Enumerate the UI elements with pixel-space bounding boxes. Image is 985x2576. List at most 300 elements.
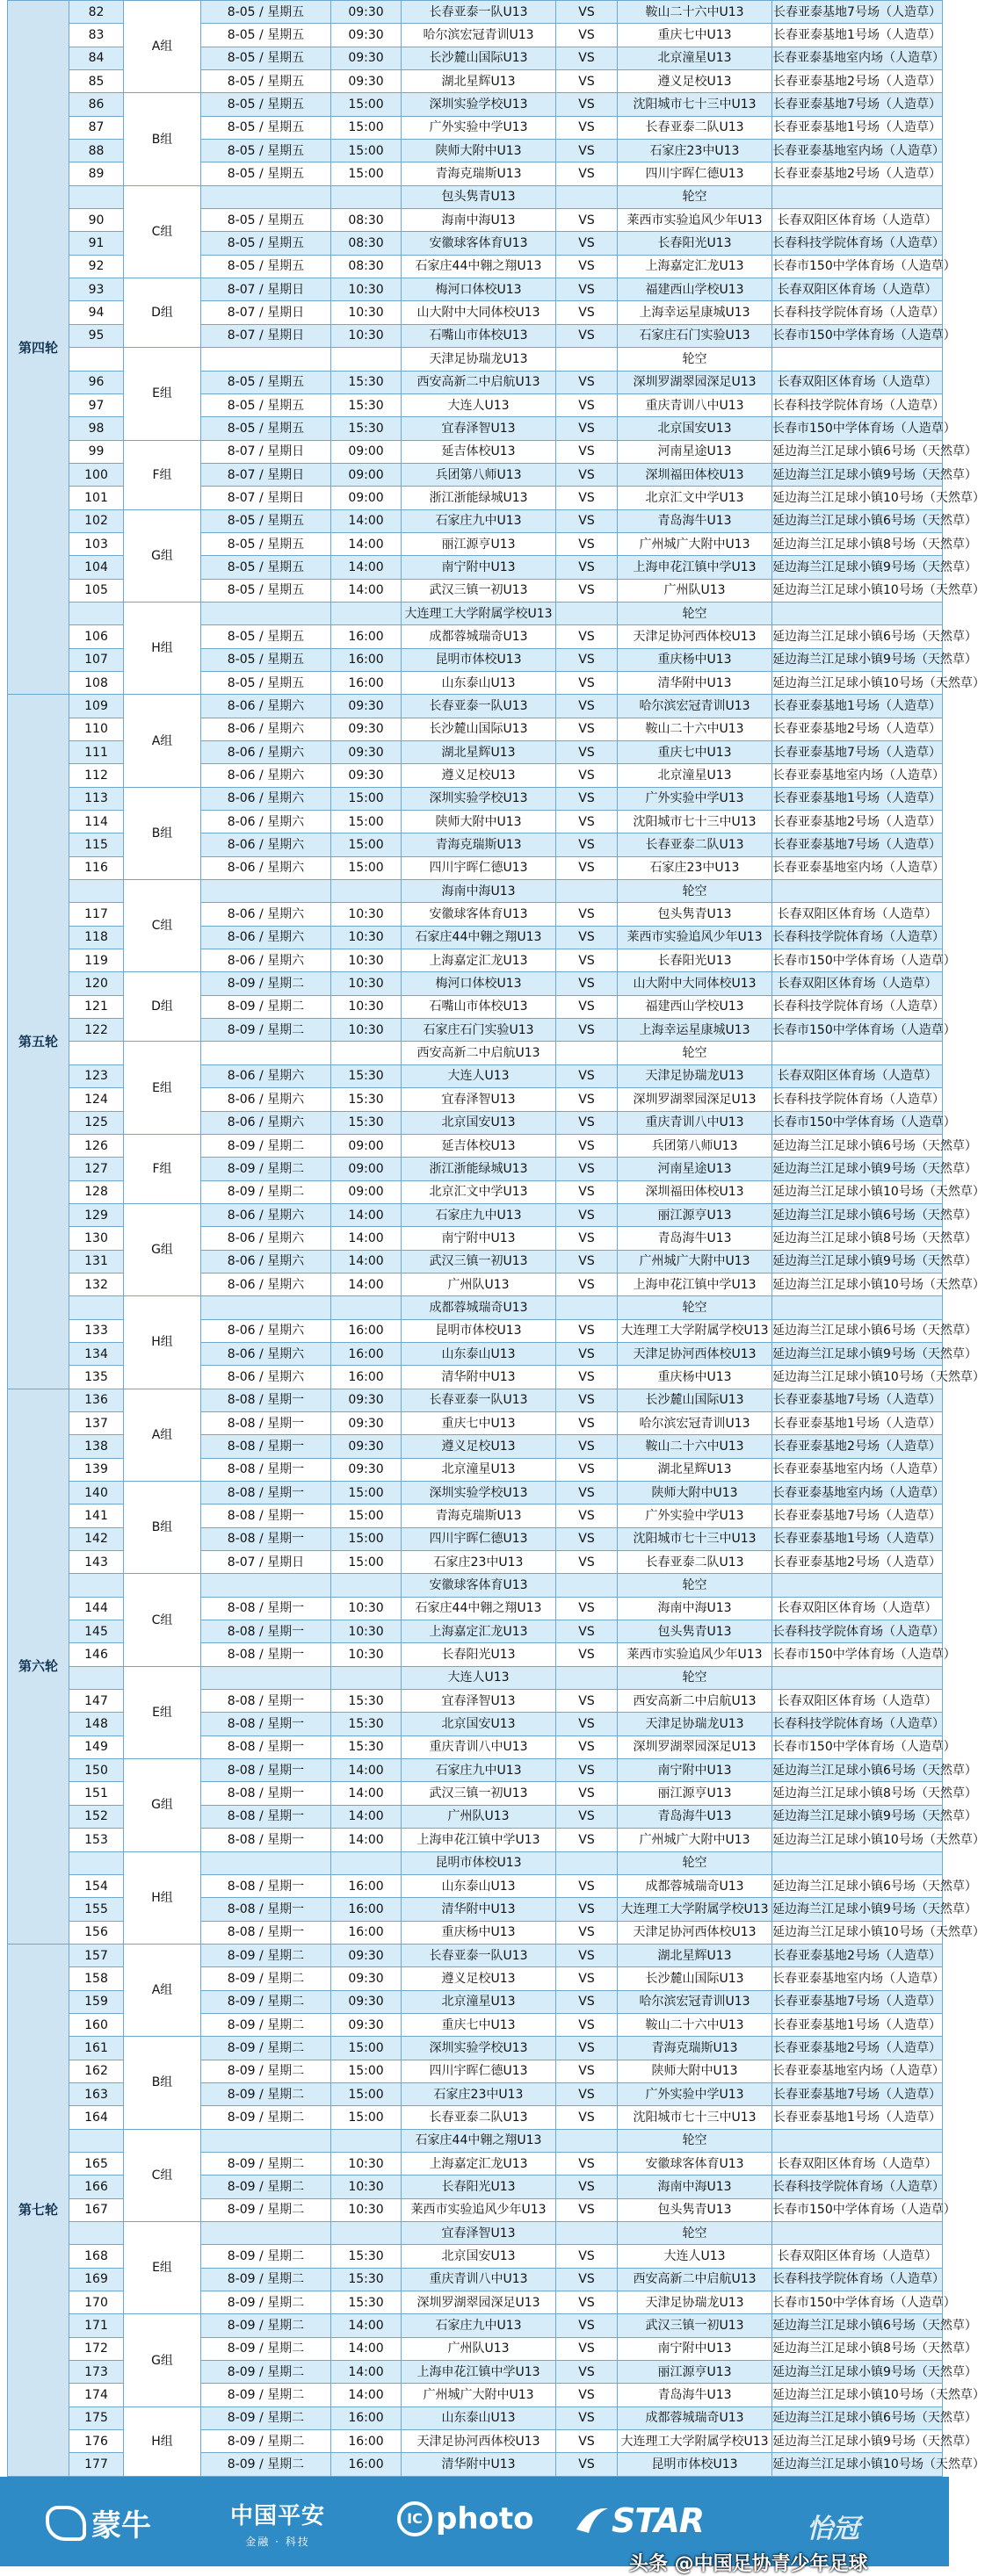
match-date <box>201 602 331 624</box>
vs-label: VS <box>556 1551 618 1574</box>
match-number: 84 <box>69 47 124 69</box>
match-date: 8-06 / 星期六 <box>201 926 331 949</box>
match-date: 8-09 / 星期二 <box>201 2268 331 2291</box>
group-label: D组 <box>124 278 201 348</box>
match-number <box>69 2222 124 2245</box>
venue: 长春科技学院体育场（人造草） <box>772 301 943 324</box>
match-number: 95 <box>69 324 124 347</box>
away-team: 遵义足校U13 <box>618 70 772 93</box>
venue: 延边海兰江足球小镇6号场（天然草） <box>772 2314 943 2337</box>
match-time: 10:30 <box>331 1620 402 1643</box>
home-team: 陕师大附中U13 <box>402 811 556 833</box>
icphoto-logo: IC photo <box>397 2501 534 2536</box>
venue <box>772 880 943 903</box>
match-date: 8-06 / 星期六 <box>201 1203 331 1226</box>
home-team: 宜春泽智U13 <box>402 1088 556 1111</box>
match-date: 8-08 / 星期一 <box>201 1713 331 1735</box>
match-time: 15:00 <box>331 1482 402 1504</box>
vs-label: VS <box>556 417 618 440</box>
away-team: 南宁附中U13 <box>618 2337 772 2360</box>
home-team: 北京国安U13 <box>402 1111 556 1134</box>
match-time: 09:30 <box>331 2013 402 2036</box>
venue: 长春双阳区体育场（人造草） <box>772 2152 943 2175</box>
away-team: 上海申花江镇中学U13 <box>618 556 772 579</box>
venue <box>772 1666 943 1689</box>
match-row <box>8 787 943 810</box>
venue: 长春亚泰基地2号场（人造草） <box>772 70 943 93</box>
home-team: 北京汇文中学U13 <box>402 1180 556 1203</box>
venue: 延边海兰江足球小镇6号场（天然草） <box>772 509 943 532</box>
venue: 长春市150中学体育场（人造草） <box>772 255 943 278</box>
venue: 延边海兰江足球小镇6号场（天然草） <box>772 1319 943 1342</box>
venue: 长春亚泰基地7号场（人造草） <box>772 833 943 856</box>
match-time: 14:00 <box>331 2314 402 2337</box>
venue <box>772 602 943 624</box>
away-team: 南宁附中U13 <box>618 1759 772 1782</box>
vs-label: VS <box>556 1620 618 1643</box>
match-date <box>201 1296 331 1319</box>
vs-label: VS <box>556 116 618 139</box>
match-date: 8-09 / 星期二 <box>201 1990 331 2013</box>
match-time: 16:00 <box>331 2430 402 2453</box>
home-team: 遵义足校U13 <box>402 1435 556 1458</box>
away-team: 上海幸运星康城U13 <box>618 301 772 324</box>
match-date: 8-09 / 星期二 <box>201 1944 331 1966</box>
venue: 长春亚泰基地室内场（人造草） <box>772 47 943 69</box>
match-number: 154 <box>69 1874 124 1897</box>
match-date: 8-06 / 星期六 <box>201 695 331 718</box>
match-date: 8-08 / 星期一 <box>201 1620 331 1643</box>
match-date: 8-05 / 星期五 <box>201 162 331 185</box>
vs-label: VS <box>556 1735 618 1758</box>
match-time: 09:30 <box>331 47 402 69</box>
venue: 延边海兰江足球小镇6号场（天然草） <box>772 1203 943 1226</box>
vs-label: VS <box>556 625 618 648</box>
venue: 延边海兰江足球小镇10号场（天然草） <box>772 2453 943 2477</box>
venue: 长春市150中学体育场（人造草） <box>772 1019 943 1042</box>
group-label: G组 <box>124 1759 201 1851</box>
match-date: 8-05 / 星期五 <box>201 232 331 255</box>
match-number: 176 <box>69 2430 124 2453</box>
home-team: 浙江浙能绿城U13 <box>402 487 556 509</box>
match-time: 14:00 <box>331 1782 402 1805</box>
match-date: 8-09 / 星期二 <box>201 2314 331 2337</box>
vs-label: VS <box>556 1458 618 1481</box>
match-number: 108 <box>69 671 124 694</box>
away-team: 深圳罗湖翠园深足U13 <box>618 1088 772 1111</box>
match-time: 08:30 <box>331 232 402 255</box>
group-label: A组 <box>124 1389 201 1481</box>
group-label: H组 <box>124 1851 201 1944</box>
vs-label <box>556 1042 618 1064</box>
match-date: 8-06 / 星期六 <box>201 787 331 810</box>
match-number: 169 <box>69 2268 124 2291</box>
match-number: 162 <box>69 2060 124 2082</box>
round-label: 第四轮 <box>8 1 69 695</box>
match-number: 177 <box>69 2453 124 2477</box>
match-row <box>8 1944 943 1966</box>
match-time: 14:00 <box>331 2384 402 2406</box>
match-time <box>331 1666 402 1689</box>
venue: 长春亚泰基地2号场（人造草） <box>772 1944 943 1966</box>
match-date: 8-09 / 星期二 <box>201 2176 331 2198</box>
match-number: 96 <box>69 371 124 393</box>
vs-label: VS <box>556 926 618 949</box>
bye-team: 海南中海U13 <box>402 880 556 903</box>
venue: 延边海兰江足球小镇6号场（天然草） <box>772 1759 943 1782</box>
vs-label: VS <box>556 1504 618 1527</box>
match-number: 150 <box>69 1759 124 1782</box>
match-time: 09:00 <box>331 1180 402 1203</box>
match-date: 8-09 / 星期二 <box>201 2361 331 2384</box>
venue: 延边海兰江足球小镇9号场（天然草） <box>772 2361 943 2384</box>
group-label: H组 <box>124 1296 201 1389</box>
match-time: 14:00 <box>331 1273 402 1295</box>
match-time: 16:00 <box>331 1921 402 1944</box>
away-team: 上海嘉定汇龙U13 <box>618 255 772 278</box>
match-date: 8-09 / 星期二 <box>201 1019 331 1042</box>
match-time: 16:00 <box>331 1366 402 1389</box>
schedule-table <box>7 0 985 2477</box>
group-label: G组 <box>124 1203 201 1295</box>
venue: 延边海兰江足球小镇6号场（天然草） <box>772 440 943 463</box>
match-number: 161 <box>69 2037 124 2060</box>
group-label: B组 <box>124 787 201 879</box>
group-label: B组 <box>124 93 201 185</box>
bye-label: 轮空 <box>618 602 772 624</box>
away-team: 湖北星辉U13 <box>618 1944 772 1966</box>
match-date: 8-07 / 星期日 <box>201 463 331 486</box>
match-date: 8-08 / 星期一 <box>201 1759 331 1782</box>
home-team: 安徽球客体育U13 <box>402 903 556 926</box>
match-time: 14:00 <box>331 579 402 602</box>
match-number: 122 <box>69 1019 124 1042</box>
venue: 长春市150中学体育场（人造草） <box>772 417 943 440</box>
match-number: 133 <box>69 1319 124 1342</box>
bye-row <box>8 880 943 903</box>
away-team: 包头隽青U13 <box>618 903 772 926</box>
bye-label: 轮空 <box>618 2129 772 2152</box>
bye-row <box>8 1666 943 1689</box>
vs-label: VS <box>556 509 618 532</box>
match-time <box>331 348 402 371</box>
away-team: 鞍山二十六中U13 <box>618 2013 772 2036</box>
match-number: 124 <box>69 1088 124 1111</box>
match-row <box>8 2037 943 2060</box>
match-number: 173 <box>69 2361 124 2384</box>
match-date: 8-08 / 星期一 <box>201 1389 331 1411</box>
yiyi-logo: 怡冠 <box>807 2514 859 2544</box>
home-team: 深圳罗湖翠园深足U13 <box>402 2291 556 2314</box>
away-team: 深圳罗湖翠园深足U13 <box>618 371 772 393</box>
match-date: 8-05 / 星期五 <box>201 671 331 694</box>
match-time: 10:30 <box>331 903 402 926</box>
bye-team: 大连人U13 <box>402 1666 556 1689</box>
vs-label: VS <box>556 2361 618 2384</box>
match-number: 89 <box>69 162 124 185</box>
vs-label <box>556 2222 618 2245</box>
vs-label: VS <box>556 1829 618 1851</box>
match-time <box>331 1574 402 1597</box>
away-team: 深圳福田体校U13 <box>618 1180 772 1203</box>
match-date: 8-05 / 星期五 <box>201 140 331 162</box>
vs-label: VS <box>556 2453 618 2477</box>
group-label: F组 <box>124 440 201 509</box>
match-number: 125 <box>69 1111 124 1134</box>
match-date: 8-09 / 星期二 <box>201 1180 331 1203</box>
match-date: 8-08 / 星期一 <box>201 1527 331 1550</box>
away-team: 石家庄23中U13 <box>618 856 772 879</box>
vs-label: VS <box>556 232 618 255</box>
vs-label <box>556 1851 618 1874</box>
vs-label: VS <box>556 833 618 856</box>
vs-label: VS <box>556 2291 618 2314</box>
home-team: 延吉体校U13 <box>402 1134 556 1157</box>
match-time: 15:30 <box>331 371 402 393</box>
home-team: 重庆七中U13 <box>402 1411 556 1434</box>
home-team: 山东泰山U13 <box>402 671 556 694</box>
match-number: 132 <box>69 1273 124 1295</box>
match-number: 110 <box>69 718 124 740</box>
match-date: 8-09 / 星期二 <box>201 2291 331 2314</box>
venue: 长春亚泰基地室内场（人造草） <box>772 856 943 879</box>
vs-label: VS <box>556 648 618 671</box>
match-number: 101 <box>69 487 124 509</box>
home-team: 广州队U13 <box>402 1805 556 1828</box>
match-date: 8-09 / 星期二 <box>201 2082 331 2105</box>
match-date: 8-09 / 星期二 <box>201 1158 331 1180</box>
bye-team: 安徽球客体育U13 <box>402 1574 556 1597</box>
venue: 延边海兰江足球小镇9号场（天然草） <box>772 1158 943 1180</box>
match-time: 10:30 <box>331 1643 402 1666</box>
match-number: 164 <box>69 2106 124 2129</box>
venue: 延边海兰江足球小镇9号场（天然草） <box>772 1342 943 1365</box>
group-label: G组 <box>124 509 201 602</box>
away-team: 河南星途U13 <box>618 440 772 463</box>
match-number: 158 <box>69 1967 124 1990</box>
match-time: 15:00 <box>331 811 402 833</box>
match-date: 8-06 / 星期六 <box>201 903 331 926</box>
match-time: 09:00 <box>331 487 402 509</box>
home-team: 青海克瑞斯U13 <box>402 1504 556 1527</box>
match-number: 117 <box>69 903 124 926</box>
venue: 长春科技学院体育场（人造草） <box>772 995 943 1018</box>
match-number: 128 <box>69 1180 124 1203</box>
away-team: 昆明市体校U13 <box>618 2453 772 2477</box>
away-team: 西安高新二中启航U13 <box>618 2268 772 2291</box>
venue: 延边海兰江足球小镇10号场（天然草） <box>772 579 943 602</box>
home-team: 青海克瑞斯U13 <box>402 162 556 185</box>
away-team: 青岛海牛U13 <box>618 1227 772 1250</box>
match-number: 126 <box>69 1134 124 1157</box>
match-date <box>201 1574 331 1597</box>
match-time: 15:00 <box>331 787 402 810</box>
vs-label: VS <box>556 162 618 185</box>
match-row <box>8 1389 943 1411</box>
group-label: E组 <box>124 1042 201 1134</box>
venue: 长春亚泰基地1号场（人造草） <box>772 2013 943 2036</box>
venue: 长春市150中学体育场（人造草） <box>772 1111 943 1134</box>
match-number: 111 <box>69 741 124 764</box>
home-team: 武汉三镇一初U13 <box>402 1250 556 1273</box>
match-time: 09:30 <box>331 70 402 93</box>
match-time: 09:30 <box>331 718 402 740</box>
home-team: 长春亚泰一队U13 <box>402 1944 556 1966</box>
away-team: 沈阳城市七十三中U13 <box>618 93 772 116</box>
home-team: 浙江浙能绿城U13 <box>402 1158 556 1180</box>
match-time: 15:00 <box>331 116 402 139</box>
match-number: 142 <box>69 1527 124 1550</box>
match-date: 8-09 / 星期二 <box>201 995 331 1018</box>
venue: 延边海兰江足球小镇9号场（天然草） <box>772 556 943 579</box>
venue: 延边海兰江足球小镇10号场（天然草） <box>772 2384 943 2406</box>
venue: 长春科技学院体育场（人造草） <box>772 926 943 949</box>
match-number: 149 <box>69 1735 124 1758</box>
match-time <box>331 1296 402 1319</box>
home-team: 安徽球客体育U13 <box>402 232 556 255</box>
match-time: 16:00 <box>331 625 402 648</box>
venue: 延边海兰江足球小镇6号场（天然草） <box>772 1874 943 1897</box>
away-team: 青岛海牛U13 <box>618 2384 772 2406</box>
venue: 长春市150中学体育场（人造草） <box>772 324 943 347</box>
match-date: 8-06 / 星期六 <box>201 1366 331 1389</box>
venue: 长春亚泰基地2号场（人造草） <box>772 162 943 185</box>
match-time: 15:30 <box>331 393 402 416</box>
away-team: 石家庄23中U13 <box>618 140 772 162</box>
match-number: 159 <box>69 1990 124 2013</box>
venue: 延边海兰江足球小镇6号场（天然草） <box>772 1134 943 1157</box>
vs-label: VS <box>556 995 618 1018</box>
home-team: 石家庄九中U13 <box>402 2314 556 2337</box>
venue: 长春科技学院体育场（人造草） <box>772 1088 943 1111</box>
match-number: 103 <box>69 532 124 555</box>
home-team: 宜春泽智U13 <box>402 417 556 440</box>
match-date: 8-06 / 星期六 <box>201 1319 331 1342</box>
home-team: 石家庄石门实验U13 <box>402 1019 556 1042</box>
home-team: 四川宇晖仁德U13 <box>402 1527 556 1550</box>
vs-label: VS <box>556 1759 618 1782</box>
match-time: 10:30 <box>331 949 402 972</box>
match-time <box>331 185 402 208</box>
pingan-logo: 中国平安 金融 · 科技 <box>230 2503 326 2548</box>
away-team: 长沙麓山国际U13 <box>618 1967 772 1990</box>
vs-label: VS <box>556 393 618 416</box>
venue: 长春市150中学体育场（人造草） <box>772 949 943 972</box>
home-team: 深圳实验学校U13 <box>402 787 556 810</box>
match-number: 86 <box>69 93 124 116</box>
match-time: 14:00 <box>331 2337 402 2360</box>
away-team: 四川宇晖仁德U13 <box>618 162 772 185</box>
match-number: 168 <box>69 2245 124 2268</box>
match-time: 09:30 <box>331 1389 402 1411</box>
away-team: 哈尔滨宏冠青训U13 <box>618 1990 772 2013</box>
venue <box>772 2129 943 2152</box>
vs-label <box>556 1296 618 1319</box>
home-team: 天津足协河西体校U13 <box>402 2430 556 2453</box>
away-team: 广外实验中学U13 <box>618 787 772 810</box>
venue: 长春市150中学体育场（人造草） <box>772 2198 943 2221</box>
home-team: 石嘴山市体校U13 <box>402 324 556 347</box>
match-date: 8-07 / 星期日 <box>201 1551 331 1574</box>
venue: 延边海兰江足球小镇10号场（天然草） <box>772 1273 943 1295</box>
vs-label: VS <box>556 1366 618 1389</box>
match-number <box>69 185 124 208</box>
venue: 延边海兰江足球小镇6号场（天然草） <box>772 625 943 648</box>
away-team: 丽江源亨U13 <box>618 2361 772 2384</box>
match-time: 14:00 <box>331 1203 402 1226</box>
bye-label: 轮空 <box>618 1666 772 1689</box>
match-time: 10:30 <box>331 324 402 347</box>
vs-label: VS <box>556 1482 618 1504</box>
vs-label: VS <box>556 1643 618 1666</box>
match-date: 8-09 / 星期二 <box>201 2245 331 2268</box>
venue: 长春亚泰基地室内场（人造草） <box>772 140 943 162</box>
match-row <box>8 1134 943 1157</box>
away-team: 福建西山学校U13 <box>618 995 772 1018</box>
venue: 长春亚泰基地室内场（人造草） <box>772 2060 943 2082</box>
match-row <box>8 278 943 301</box>
vs-label: VS <box>556 1250 618 1273</box>
match-time: 14:00 <box>331 1805 402 1828</box>
match-time: 09:00 <box>331 440 402 463</box>
home-team: 南宁附中U13 <box>402 1227 556 1250</box>
match-date: 8-07 / 星期日 <box>201 440 331 463</box>
match-time: 10:30 <box>331 995 402 1018</box>
away-team: 海南中海U13 <box>618 2176 772 2198</box>
match-number: 94 <box>69 301 124 324</box>
match-date: 8-06 / 星期六 <box>201 949 331 972</box>
group-label: C组 <box>124 1574 201 1666</box>
away-team: 青岛海牛U13 <box>618 509 772 532</box>
home-team: 石家庄九中U13 <box>402 1203 556 1226</box>
match-date <box>201 2222 331 2245</box>
vs-label: VS <box>556 2384 618 2406</box>
venue: 延边海兰江足球小镇8号场（天然草） <box>772 532 943 555</box>
match-date: 8-09 / 星期二 <box>201 972 331 995</box>
away-team: 重庆青训八中U13 <box>618 1111 772 1134</box>
away-team: 长春亚泰二队U13 <box>618 833 772 856</box>
match-number <box>69 2129 124 2152</box>
match-time <box>331 1042 402 1064</box>
venue: 长春亚泰基地1号场（人造草） <box>772 787 943 810</box>
away-team: 上海幸运星康城U13 <box>618 1019 772 1042</box>
match-date: 8-05 / 星期五 <box>201 209 331 232</box>
bye-team: 昆明市体校U13 <box>402 1851 556 1874</box>
match-number <box>69 1851 124 1874</box>
away-team: 沈阳城市七十三中U13 <box>618 1527 772 1550</box>
vs-label: VS <box>556 487 618 509</box>
venue: 长春双阳区体育场（人造草） <box>772 1690 943 1713</box>
vs-label <box>556 185 618 208</box>
home-team: 石家庄44中翱之翔U13 <box>402 1597 556 1620</box>
venue: 长春双阳区体育场（人造草） <box>772 972 943 995</box>
away-team: 北京潼星U13 <box>618 47 772 69</box>
vs-label: VS <box>556 1411 618 1434</box>
venue: 长春双阳区体育场（人造草） <box>772 903 943 926</box>
vs-label: VS <box>556 324 618 347</box>
match-date <box>201 2129 331 2152</box>
match-date: 8-09 / 星期二 <box>201 2384 331 2406</box>
home-team: 山大附中大同体校U13 <box>402 301 556 324</box>
star-swoosh-icon <box>573 2503 612 2538</box>
venue: 长春亚泰基地2号场（人造草） <box>772 718 943 740</box>
match-number: 90 <box>69 209 124 232</box>
match-number: 172 <box>69 2337 124 2360</box>
home-team: 深圳实验学校U13 <box>402 93 556 116</box>
match-date: 8-06 / 星期六 <box>201 833 331 856</box>
away-team: 莱西市实验追风少年U13 <box>618 926 772 949</box>
away-team: 包头隽青U13 <box>618 2198 772 2221</box>
